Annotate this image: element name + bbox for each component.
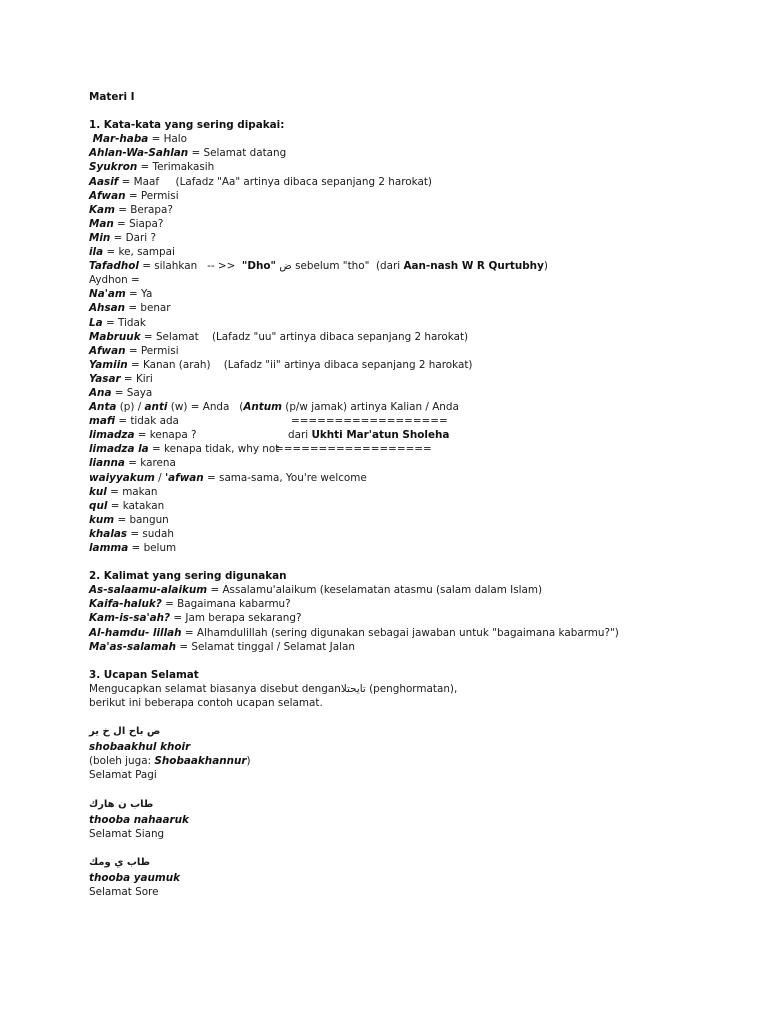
dho-label: "Dho" [241, 260, 276, 273]
greeting-arabic: طاب ن هارك [89, 798, 154, 810]
vocab-term: La [89, 316, 103, 329]
vocab-term: Syukron [89, 161, 138, 174]
greeting-latin: thooba yaumuk [89, 871, 181, 884]
section-1-heading: 1. Kata-kata yang sering dipakai: [89, 119, 285, 132]
phrase-definition: Jam berapa sekarang? [185, 612, 302, 625]
vocab-definition: Halo [163, 133, 188, 146]
vocab-term: qul [89, 499, 108, 512]
vocab-entry: kum = bangun [89, 513, 169, 526]
vocab-term: 'afwan [164, 471, 204, 484]
greeting-block [89, 797, 729, 841]
vocab-entry: Yasar = Kiri [89, 372, 153, 385]
vocab-entry: Ahsan = benar [89, 302, 171, 315]
vocab-definition: karena [140, 457, 176, 470]
vocab-entry-aydhon: Aydhon = [89, 274, 140, 287]
source-credit: Aan-nash W R Qurtubhy [403, 260, 544, 273]
vocab-term: ila [89, 246, 104, 259]
arabic-term-tahiyyat: تايحتلا [340, 682, 366, 695]
vocab-entry-waiyyakum: waiyyakum / 'afwan = sama-sama, You're welcome [89, 471, 367, 484]
vocab-entry: lianna = karena [89, 457, 176, 470]
vocab-entry: qul = katakan [89, 499, 165, 512]
vocab-term: limadza [89, 429, 135, 442]
greeting-block [89, 724, 729, 782]
vocab-entry: Ana = Saya [89, 386, 153, 399]
vocab-entry: Syukron = Terimakasih [89, 161, 215, 174]
vocab-definition: kenapa tidak, why not [163, 443, 280, 456]
section-3-intro: Mengucapkan selamat biasanya disebut denganتايحتلا (penghormatan), [89, 682, 458, 695]
vocab-definition: Saya [126, 386, 153, 399]
vocab-entry: limadza la = kenapa tidak, why not ================== [89, 443, 432, 456]
vocab-definition: kenapa ? [149, 429, 197, 442]
greeting-meaning: Selamat Sore [89, 885, 159, 898]
vocab-definition: ke, sampai [118, 246, 175, 259]
vocab-definition: Berapa? [130, 203, 173, 216]
vocab-term: Yasar [89, 372, 121, 385]
vocab-definition: Selamat (Lafadz "uu" artinya dibaca sepanjang 2 harokat) [155, 330, 469, 343]
vocab-definition: sama-sama, You're welcome [219, 471, 367, 484]
vocab-term: lamma [89, 542, 129, 554]
greeting-note: (boleh juga: Shobaakhannur) [89, 755, 251, 768]
vocab-term: Kam [89, 203, 115, 216]
phrase-term: Kam-is-sa'ah? [89, 612, 171, 625]
greeting-latin: shobaakhul khoir [89, 741, 191, 754]
vocab-term: Afwan [89, 344, 126, 357]
vocab-definition: tidak ada [130, 415, 179, 428]
vocab-definition: Dari ? [125, 231, 156, 244]
phrase-definition: Alhamdulillah (sering digunakan sebagai jawaban untuk "bagaimana kabarmu?") [196, 626, 619, 639]
vocab-entry: Ahlan-Wa-Sahlan = Selamat datang [89, 147, 287, 160]
phrase-term: Kaifa-haluk? [89, 598, 162, 611]
vocab-entry: mafi = tidak ada ================== [89, 415, 448, 428]
vocab-term: Ahsan [89, 302, 126, 315]
vocab-term: Yamiin [89, 358, 128, 371]
vocab-term: mafi [89, 415, 116, 428]
vocab-term: limadza la [89, 443, 149, 456]
vocab-entry: khalas = sudah [89, 527, 174, 540]
vocab-term: anti [144, 401, 168, 414]
phrase-definition: Bagaimana kabarmu? [177, 598, 291, 611]
vocab-term: Ahlan-Wa-Sahlan [89, 147, 189, 160]
section-3-intro-2: berikut ini beberapa contoh ucapan selamat. [89, 697, 323, 710]
vocab-term: kul [89, 485, 107, 498]
vocab-definition: Maaf (Lafadz "Aa" artinya dibaca sepanjang 2 harokat) [133, 175, 432, 188]
section-3-heading: 3. Ucapan Selamat [89, 668, 199, 681]
vocab-term: Afwan [89, 189, 126, 202]
vocab-term: Aasif [89, 175, 119, 188]
vocab-entry: Afwan = Permisi [89, 344, 179, 357]
vocab-entry: Aasif = Maaf (Lafadz "Aa" artinya dibaca sepanjang 2 harokat) [89, 175, 432, 188]
vocab-entry: kul = makan [89, 485, 158, 498]
vocab-term: kum [89, 513, 115, 526]
vocab-definition: sudah [142, 527, 174, 540]
author-name: Ukhti Mar'atun Sholeha [311, 429, 450, 442]
vocab-definition: Permisi [140, 344, 179, 357]
phrase-entry: Ma'as-salamah = Selamat tinggal / Selamat Jalan [89, 640, 355, 653]
vocab-term: Mabruuk [89, 330, 141, 343]
vocab-entry: Na'am = Ya [89, 288, 153, 301]
vocab-definition: benar [140, 302, 171, 315]
vocab-entry-anta: Anta (p) / anti (w) = Anda (Antum (p/w jamak) artinya Kalian / Anda [89, 401, 459, 414]
phrase-definition: Assalamu'alaikum (keselamatan atasmu (salam dalam Islam) [222, 584, 543, 597]
vocab-term: Anta [89, 401, 117, 414]
vocab-term: Antum [243, 401, 282, 414]
vocab-entry: Yamiin = Kanan (arah) (Lafadz "ii" artinya dibaca sepanjang 2 harokat) [89, 358, 473, 371]
vocab-entry: Mar-haba = Halo [89, 133, 188, 146]
phrase-term: Ma'as-salamah [89, 640, 177, 653]
vocab-entry: lamma = belum [89, 542, 177, 554]
greeting-arabic: طاب ي ومك [89, 856, 151, 868]
vocab-definition: Kiri [135, 372, 153, 385]
document-page [89, 90, 729, 899]
vocab-definition: Siapa? [129, 217, 164, 230]
greeting-latin: thooba nahaaruk [89, 813, 189, 826]
vocab-entry: La = Tidak [89, 316, 146, 329]
vocab-entry-tafadhol: Tafadhol = silahkan -- >> "Dho" ض sebelum "tho" (dari Aan-nash W R Qurtubhy) [89, 260, 548, 273]
vocab-term: Tafadhol [89, 260, 139, 273]
vocab-definition: Tidak [117, 316, 146, 329]
phrase-definition: Selamat tinggal / Selamat Jalan [191, 640, 355, 653]
vocab-term: Mar-haba [89, 133, 149, 146]
vocab-entry: Man = Siapa? [89, 217, 164, 230]
vocab-definition: Ya [141, 288, 153, 301]
greeting-arabic: ص باح ال خ ير [89, 726, 161, 738]
vocab-definition: katakan [122, 499, 165, 512]
greeting-meaning: Selamat Pagi [89, 769, 157, 782]
vocab-term: Man [89, 217, 114, 230]
vocab-term: Na'am [89, 288, 126, 301]
phrase-term: As-salaamu-alaikum [89, 584, 208, 597]
document-title: Materi I [89, 91, 135, 103]
vocab-definition: bangun [129, 513, 169, 526]
vocab-definition: makan [122, 485, 158, 498]
phrase-term: Al-hamdu- lillah [89, 626, 182, 639]
vocab-definition: belum [143, 542, 177, 554]
vocab-entry: Kam = Berapa? [89, 203, 173, 216]
dho-arabic-letter: ض [275, 260, 296, 273]
vocab-definition: Kanan (arah) (Lafadz "ii" artinya dibaca sepanjang 2 harokat) [142, 358, 473, 371]
vocab-term: Ana [89, 386, 112, 399]
vocab-term: Min [89, 231, 111, 244]
vocab-definition: Selamat datang [203, 147, 287, 160]
divider-rule: ================== [275, 443, 432, 456]
divider-rule: ================== [291, 415, 448, 428]
greeting-meaning: Selamat Siang [89, 827, 165, 840]
vocab-definition: Terimakasih [152, 161, 215, 174]
vocab-term: khalas [89, 527, 128, 540]
vocab-definition: Permisi [140, 189, 179, 202]
vocab-term: waiyyakum [89, 471, 155, 484]
vocab-entry: Min = Dari ? [89, 231, 156, 244]
phrase-entry: Al-hamdu- lillah = Alhamdulillah (sering digunakan sebagai jawaban untuk "bagaimana kabarmu?") [89, 626, 619, 639]
vocab-entry: ila = ke, sampai [89, 246, 175, 259]
phrase-entry: Kaifa-haluk? = Bagaimana kabarmu? [89, 598, 291, 611]
phrase-entry: Kam-is-sa'ah? = Jam berapa sekarang? [89, 612, 302, 625]
vocab-entry: Mabruuk = Selamat (Lafadz "uu" artinya dibaca sepanjang 2 harokat) [89, 330, 469, 343]
section-2-heading: 2. Kalimat yang sering digunakan [89, 570, 287, 583]
greeting-block [89, 855, 729, 899]
vocab-entry: Afwan = Permisi [89, 189, 179, 202]
author-credit: dari Ukhti Mar'atun Sholeha [288, 429, 450, 442]
vocab-entry: limadza = kenapa ? dari Ukhti Mar'atun Sholeha [89, 429, 450, 442]
vocab-term: lianna [89, 457, 125, 470]
phrase-entry: As-salaamu-alaikum = Assalamu'alaikum (keselamatan atasmu (salam dalam Islam) [89, 584, 543, 597]
